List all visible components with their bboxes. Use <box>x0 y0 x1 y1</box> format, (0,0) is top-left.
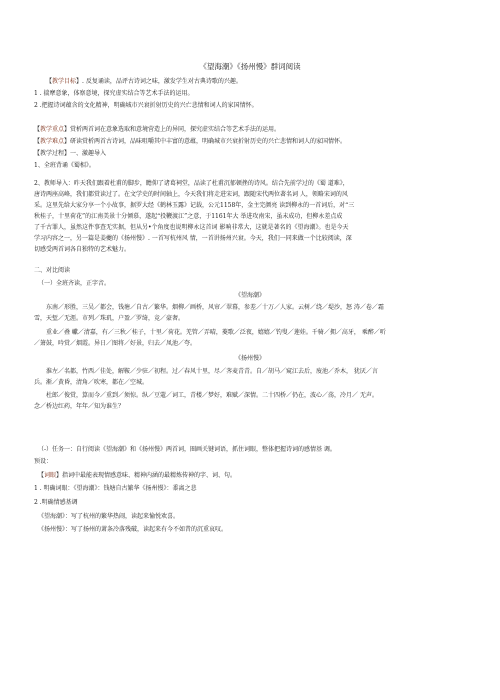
poem-2-line-4: 念／桥边红药，年年／知为谁生？ <box>34 403 125 410</box>
preview-label: 预设： <box>34 458 53 465</box>
objectives-label: 教学目标 <box>52 78 77 85</box>
process-step-2-line-1: 2、教师导入：昨天我们跟着杜甫的脚步，瞻仰了诸葛祠堂，品读了杜甫沉郁顿挫的诗风。结合先前学过的《蜀 道难》， <box>34 180 349 187</box>
difficulty: 【教学难点】研读赏析两首古诗词，品味咀嚼其中丰富的意蕴，明确城市兴衰折射历史的兴亡悲情和词人的家国情怀。 <box>34 138 347 145</box>
objective-item-1: 1 . 揣摩意象，体察意境，探究虚实结合等艺术手法的运用。 <box>34 90 194 97</box>
section-2-header: 二、对比阅读 <box>34 267 71 274</box>
ciyan-label: 词眼 <box>44 472 57 479</box>
poem-1-line-3: 重业／叠 巘／清嘉，有／三秋／桂子，十里／荷花。羌管／弄晴，菱歌／泛夜，嬉嬉／钓叟／莲娃。千骑／拥／高牙， 乘醉／听 <box>46 329 386 336</box>
objectives-header: 【教学目标】. 反复诵读，品评古诗词之味，激发学生对古典诗歌的兴趣。 <box>46 78 242 85</box>
process-step-2-line-2: 唐诗两座高峰，我们都赏读过了。在文学史的时间轴上，今天我们将走进宋词，跟随宋代两位著名词 人，领略宋词的风 <box>34 191 348 198</box>
document-title: 《望海潮》《扬州慢》群词阅读 <box>199 62 301 71</box>
poem-2-title: 《扬州慢》 <box>234 355 265 362</box>
process-step-2-line-3: 采。这里先给大家分享一个小故事，据罗大经《鹤林玉露》记载，公元1158年，金主完颜亮 读到柳永的一首词后，对“三 <box>34 202 355 209</box>
process-step-2-line-6: 学习内容之一，另一篇是姜夔的《扬州慢》. 一首写杭州风 情，一首讲扬州兴衰。今天，我们一同来做一个比较阅读，深 <box>34 235 352 242</box>
task-1: （-）任务一：自行阅读《望海潮》和《扬州慢》两首词，圈画关键词语，抓住词眼，整体把握诗词的感情基 调。 <box>38 446 336 453</box>
poem-1-line-2: 雪，天堑／无涯。市列／珠玑，户盈／罗绮，竞／豪奢。 <box>34 315 185 322</box>
feeling-2: 《扬州慢》：写了扬州的萧条冷落残破，读起来有今不如昔的沉重哀叹。 <box>38 526 228 533</box>
objective-item-2: 2 .把握诗词蕴含的文化精神，明确城市兴衰折射历史的兴亡悲情和词人的家国情怀。 <box>34 102 258 109</box>
process-step-1: 1、全班背诵《蜀相》。 <box>34 162 95 169</box>
ciyan-definition: 【词眼】指词中最能表现情感意味、精神内涵的最精炼传神的字、词、句。 <box>38 472 237 479</box>
poem-1-line-4: ／箫鼓，吟赏／烟霞。异日／图将／好景，归去／凤池／夸。 <box>34 340 197 347</box>
poem-1-line-1: 东南／形胜，三吴／都会，钱塘／自古／繁华。烟柳／画桥，风帘／翠幕，参差／十万／人家。云树／绕／堤沙，怒 涛／卷／霜 <box>46 304 384 311</box>
process-step-2-line-4: 秋桂子，十里荷花”的江南美景十分倾慕，遂起“投鞭渡江”之意，于1161年大 举进攻南宋，虽未成功，但柳永差点成 <box>34 213 343 220</box>
process-step-2-line-5: 了千古罪人，虽然这件事查无实据，但从另•个角度也说明柳永这首词 影响非常大，这就是著名的《望海潮》。也是今天 <box>34 224 349 231</box>
poem-1-title: 《望海潮》 <box>234 292 265 299</box>
key-point: 【教学重点】赏析两首词在意象选取和意境营造上的异同，探究虚实结合等艺术手法的运用。 <box>34 126 281 133</box>
difficulty-label: 教学难点 <box>40 138 65 145</box>
process-step-2-line-7: 切感受两首词各自独特的艺术魅力。 <box>34 246 131 253</box>
feeling-1: 《望海潮》：写了杭州的繁华热闹，读起来愉悦欢喜。 <box>38 513 180 520</box>
poem-2-line-2: 兵。渐／黄昏，清角／吹寒，都在／空城。 <box>34 379 149 386</box>
section-2-sub-1: （一）全班齐读，正字音。 <box>38 280 111 287</box>
key-point-label: 教学重点 <box>40 126 65 133</box>
task-item-1: 1 . 明确词眼：《望海潮》：钱塘自古繁华《扬州慢》：黍离之悲 <box>34 485 197 492</box>
poem-2-line-1: 淮左／名都，竹西／佳处，解鞍／少驻／初程。过／春风十里，尽／荠麦青青。自／胡马／窥江去后，废池／乔木， 犹厌／言 <box>46 368 378 375</box>
poem-2-line-3: 杜郎／俊赏，算而今／重到／须惊。纵／豆蔻／词工，青楼／梦好，难赋／深情。二十四桥／仍在，波心／荡，冷月／ 无声。 <box>46 392 378 399</box>
process-header: 【教学过程】一、激趣导入 <box>34 150 107 157</box>
task-item-2: 2 .明确情感基调 <box>34 499 78 506</box>
